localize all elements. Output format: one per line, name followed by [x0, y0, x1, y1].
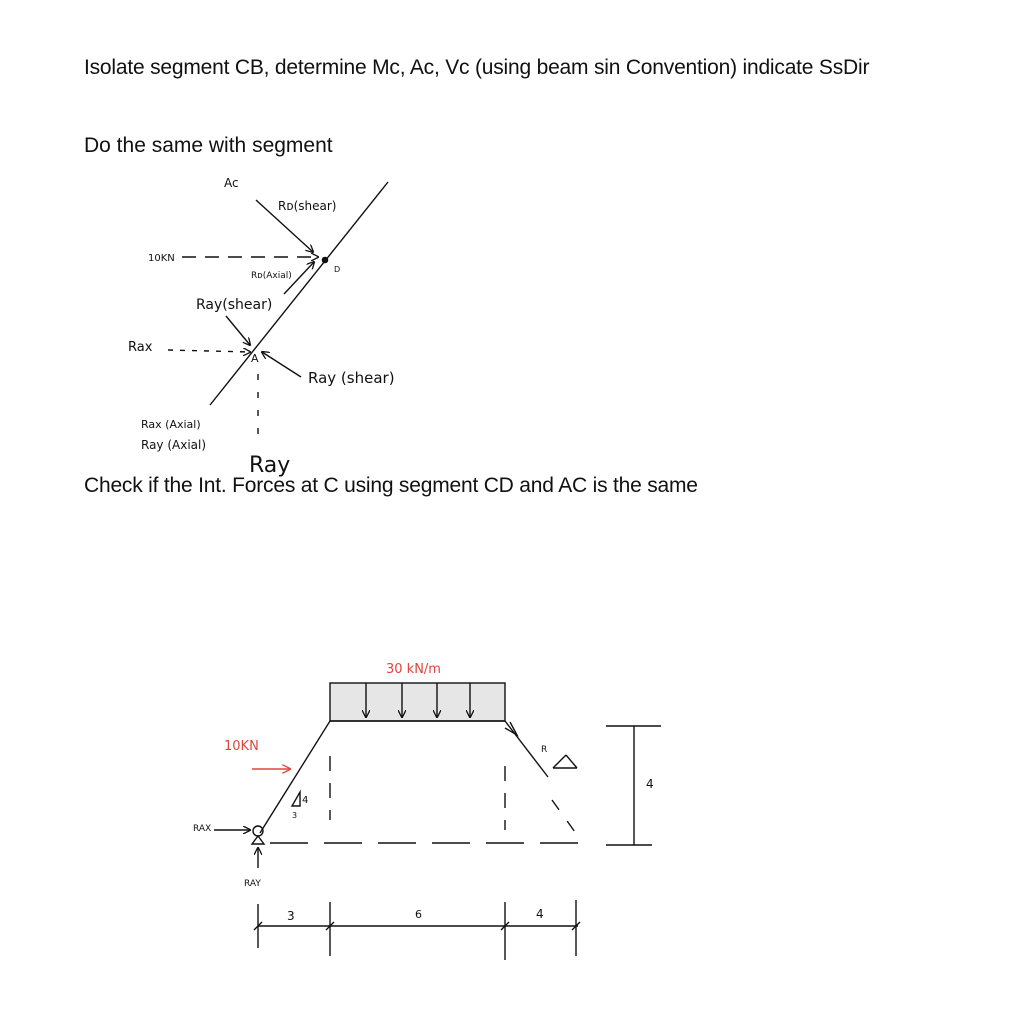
slope-triangle-left: [292, 792, 300, 806]
arrow-ray-shear-left: [226, 316, 250, 345]
problem-statement-2: Do the same with segment: [84, 134, 333, 157]
label-rax: Rax: [128, 340, 153, 355]
label-dim-mid: 6: [415, 908, 422, 921]
label-ac: Ac: [224, 176, 239, 190]
label-a: A: [251, 352, 259, 365]
label-rd-axial: Rᴅ(Axial): [251, 271, 292, 281]
label-r: R: [541, 745, 548, 755]
slope-triangle-right: [553, 755, 566, 768]
label-udl: 30 kN/m: [386, 662, 441, 677]
label-rd-shear: Rᴅ(shear): [278, 199, 337, 213]
label-ray-axial: Ray (Axial): [141, 438, 207, 452]
label-10kn: 10KN: [224, 739, 259, 754]
member-inclined-right-dashed: [552, 800, 575, 832]
label-slope-rise: 4: [302, 795, 309, 806]
label-dim-left: 3: [287, 909, 295, 923]
label-ray-shear-left: Ray(shear): [196, 297, 273, 313]
label-d: D: [334, 265, 341, 274]
label-ray: RAY: [244, 879, 261, 889]
pin-support-a: [252, 836, 264, 844]
problem-statement-3: Check if the Int. Forces at C using segment CD and AC is the same: [84, 474, 698, 497]
label-rax: RAX: [193, 824, 212, 834]
label-fbd-10kn: 10KN: [148, 253, 175, 264]
label-rax-axial: Rax (Axial): [141, 418, 201, 431]
label-ray-shear-right: Ray (shear): [308, 369, 395, 387]
frame-diagram: [214, 683, 661, 960]
problem-statement-1: Isolate segment CB, determine Mc, Ac, Vc (using beam sin Convention) indicate SsDir: [84, 56, 870, 79]
label-ray-big: Ray: [249, 453, 291, 478]
slope-triangle-right: [566, 755, 577, 768]
label-slope-run: 3: [292, 811, 298, 820]
arrow-rax-dashed: [168, 350, 250, 352]
label-height: 4: [646, 777, 654, 791]
label-dim-right: 4: [536, 907, 544, 921]
joint-d: [322, 257, 327, 262]
arrow-ray-shear-right: [262, 352, 301, 377]
udl-block: [330, 683, 505, 721]
